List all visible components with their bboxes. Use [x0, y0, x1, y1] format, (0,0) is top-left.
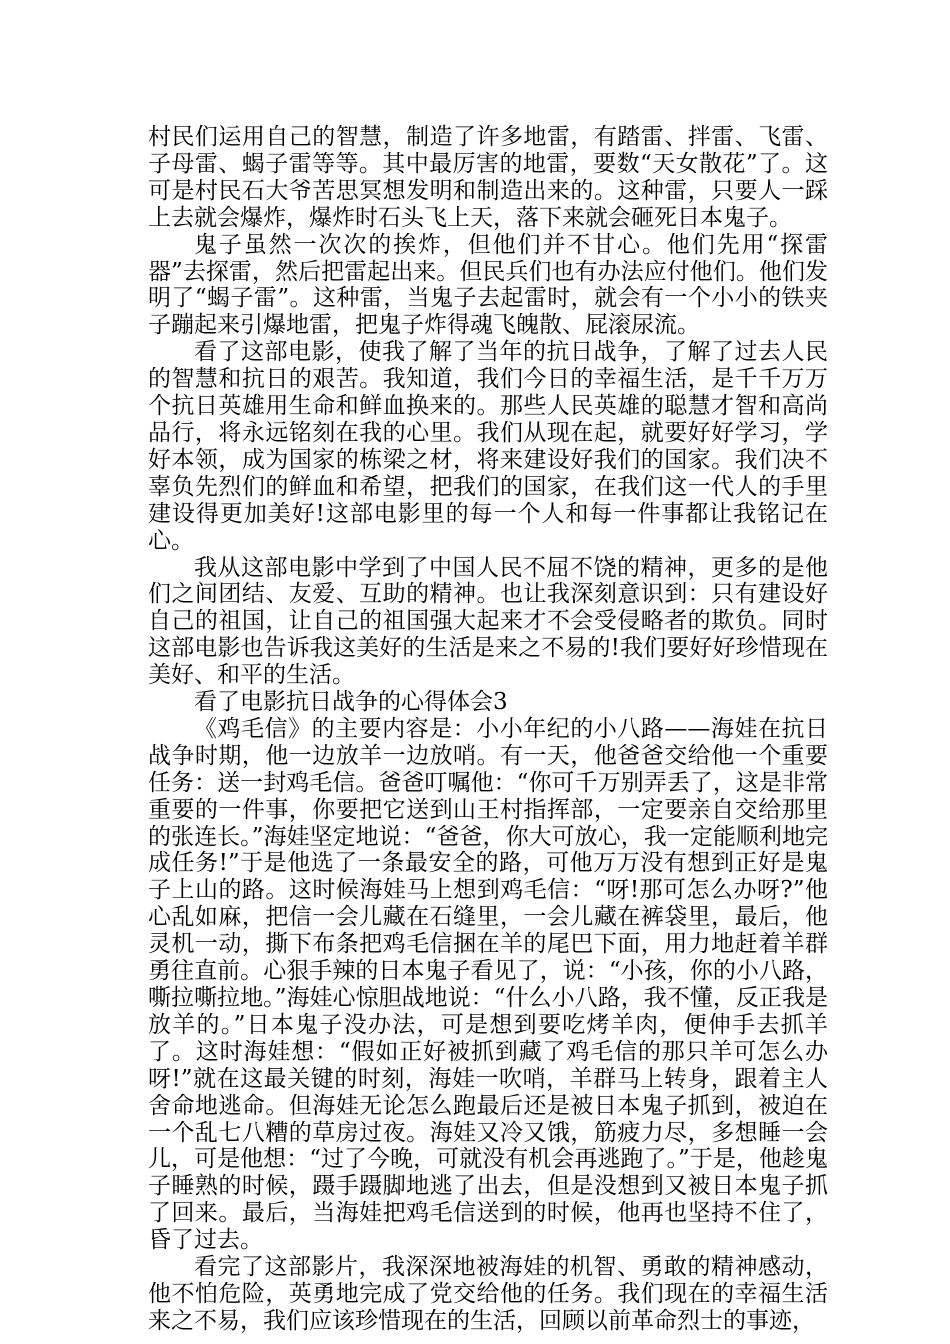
paragraph-chicken-feather-letter: 《鸡毛信》的主要内容是：小小年纪的小八路——海娃在抗日战争时期，他一边放羊一边放哨。有一天，他爸爸交给他一个重要任务：送一封鸡毛信。爸爸叮嘱他：“你可千万别弄丢了，这是非常重要的一件事，你要把它送到山王村指挥部，一定要亲自交给那里的张连长。”海娃坚定地说：“爸爸，你大可放心，我一定能顺利地完成任务!”于是他选了一条最安全的路，可他万万没有想到正好是鬼子上山的路。这时候海娃马上想到鸡毛信：“呀!那可怎么办呀?”他心乱如麻，把信一会儿藏在石缝里，一会儿藏在裤袋里，最后，他灵机一动，撕下布条把鸡毛信捆在羊的尾巴下面，用力地赶着羊群勇往直前。心狠手辣的日本鬼子看见了，说：“小孩，你的小八路，嘶拉嘶拉地。”海娃心惊胆战地说：“什么小八路，我不懂，反正我是放羊的。”日本鬼子没办法，可是想到要吃烤羊肉，便伸手去抓羊了。这时海娃想：“假如正好被抓到藏了鸡毛信的那只羊可怎么办呀!”就在这最关键的时刻，海娃一吹哨，羊群马上转身，跟着主人舍命地逃命。但海娃无论怎么跑最后还是被日本鬼子抓到，被迫在一个乱七八糟的草房过夜。海娃又冷又饿，筋疲力尽，多想睡一会儿，可是他想：“过了今晚，可就没有机会再逃跑了。”于是，他趁鬼子睡熟的时候，蹑手蹑脚地逃了出去，但是没想到又被日本鬼子抓了回来。最后，当海娃把鸡毛信送到的时候，他再也坚持不住了，昏了过去。 [148, 715, 828, 1254]
paragraph-reflection: 看了这部电影，使我了解了当年的抗日战争，了解了过去人民的智慧和抗日的艰苦。我知道，我们今日的幸福生活，是千千万万个抗日英雄用生命和鲜血换来的。那些人民英雄的聪慧才智和高尚品行，将永远铭刻在我的心里。我们从现在起，就要好好学习，学好本领，成为国家的栋梁之材，将来建设好我们的国家。我们决不辜负先烈们的鲜血和希望，把我们的国家，在我们这一代人的手里建设得更加美好!这部电影里的每一个人和每一件事都让我铭记在心。 [148, 339, 828, 554]
paragraph-scorpion-mine: 鬼子虽然一次次的挨炸，但他们并不甘心。他们先用“探雷器”去探雷，然后把雷起出来。但民兵们也有办法应付他们。他们发明了“蝎子雷”。这种雷，当鬼子去起雷时，就会有一个小小的铁夹子蹦起来引爆地雷，把鬼子炸得魂飞魄散、屁滚尿流。 [148, 231, 828, 339]
paragraph-landmines: 村民们运用自己的智慧，制造了许多地雷，有踏雷、拌雷、飞雷、子母雷、蝎子雷等等。其中最厉害的地雷，要数“天女散花”了。这可是村民石大爷苦思冥想发明和制造出来的。这种雷，只要人一踩上去就会爆炸，爆炸时石头飞上天，落下来就会砸死日本鬼子。 [148, 124, 828, 231]
paragraph-lessons: 我从这部电影中学到了中国人民不屈不饶的精神，更多的是他们之间团结、友爱、互助的精神。也让我深刻意识到：只有建设好自己的祖国，让自己的祖国强大起来才不会受侵略者的欺负。同时这部电影也告诉我这美好的生活是来之不易的!我们要好好珍惜现在美好、和平的生活。 [148, 554, 828, 689]
section-heading: 看了电影抗日战争的心得体会3 [194, 689, 508, 716]
document-page [148, 124, 828, 1335]
paragraph-conclusion: 看完了这部影片，我深深地被海娃的机智、勇敢的精神感动，他不怕危险，英勇地完成了党交给他的任务。我们现在的幸福生活来之不易，我们应该珍惜现在的生活，回顾以前革命烈士的事迹， [148, 1254, 828, 1334]
